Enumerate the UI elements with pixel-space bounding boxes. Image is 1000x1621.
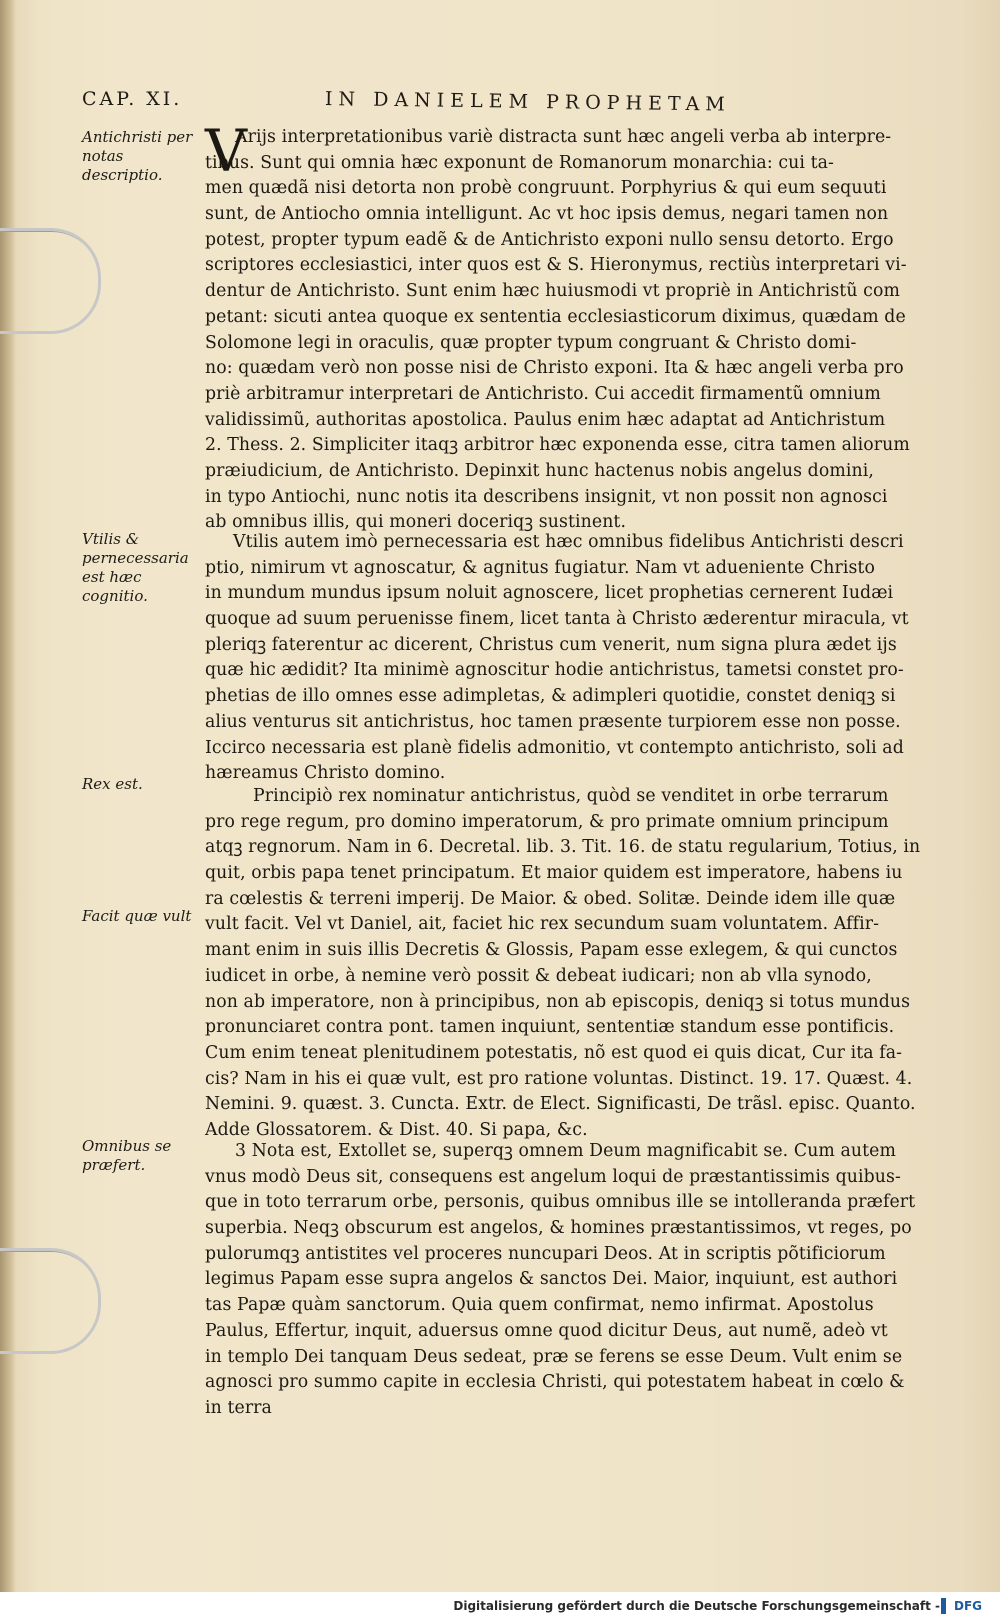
text-line: sunt, de Antiocho omnia intelligunt. Ac vt hoc ipsis demus, negari tamen non	[205, 204, 889, 225]
text-line: quæ hic ædidit? Ita minimè agnoscitur hodie antichristus, tametsi constet pro-	[205, 660, 904, 681]
text-line: agnosci pro summo capite in ecclesia Christi, qui potestatem habeat in cœlo &	[205, 1372, 905, 1393]
text-line: atqꝫ regnorum. Nam in 6. Decretal. lib. 3. Tit. 16. de statu regularium, Totius, in	[205, 837, 921, 858]
text-line: dentur de Antichristo. Sunt enim hæc huiusmodi vt propriè in Antichristũ com	[205, 281, 900, 302]
paragraph	[205, 530, 925, 787]
paragraph	[205, 784, 925, 1144]
text-line: pleriqꝫ faterentur ac dicerent, Christus cum venerit, num signa plura ædet ijs	[205, 634, 897, 655]
text-line: Vtilis autem imò pernecessaria est hæc omnibus fidelibus Antichristi descri	[233, 532, 904, 552]
margin-note: Antichristi per notas descriptio.	[82, 128, 193, 184]
text-line: petant: sicuti antea quoque ex sententia ecclesiasticorum diximus, quædam de	[205, 306, 906, 327]
text-line: in typo Antiochi, nunc notis ita describens insignit, vt non possit non agnosci	[205, 486, 888, 507]
text-line: non ab imperatore, non à principibus, non ab episcopis, deniqꝫ si totus mundus	[205, 991, 911, 1012]
text-line: men quædã nisi detorta non probè congruunt. Porphyrius & qui eum sequuti	[205, 178, 887, 199]
margin-note: Omnibus se præfert.	[82, 1137, 172, 1174]
text-line: scriptores ecclesiastici, inter quos est & S. Hieronymus, rectiùs interpretari vi-	[205, 255, 907, 276]
text-line: in terra	[205, 1397, 272, 1418]
text-line: superbia. Neqꝫ obscurum est angelos, & homines præstantissimos, vt reges, po	[205, 1218, 912, 1239]
text-line: priè arbitramur interpretari de Antichristo. Cui accedit firmamentũ omnium	[205, 383, 881, 404]
digitization-footer	[0, 1592, 1000, 1621]
text-line: hæreamus Christo domino.	[205, 763, 446, 784]
text-line: vnus modò Deus sit, consequens est angelum loqui de præstantissimis quibus-	[205, 1166, 901, 1187]
text-line: in templo Dei tanquam Deus sedeat, præ se ferens se esse Deum. Vult enim se	[205, 1346, 903, 1367]
text-line: mant enim in suis illis Decretis & Glossis, Papam esse exlegem, & qui cunctos	[205, 940, 898, 961]
text-line: Iccirco necessaria est planè fidelis admonitio, vt contempto antichristo, soli ad	[205, 737, 904, 758]
text-line: potest, propter typum eadẽ & de Antichristo exponi nullo sensu detorto. Ergo	[205, 229, 894, 250]
paragraph	[205, 1139, 925, 1422]
text-line: phetias de illo omnes esse adimpletas, & adimpleri quotidie, constet deniqꝫ si	[205, 686, 896, 707]
text-line: tas Papæ quàm sanctorum. Quia quem confirmat, nemo infirmat. Apostolus	[205, 1295, 874, 1316]
text-line: pro rege regum, pro domino imperatorum, & pro primate omnium principum	[205, 811, 889, 832]
margin-note: Vtilis & pernecessaria est hæc cognitio.	[82, 530, 189, 605]
paragraph	[205, 125, 925, 536]
text-line: vult facit. Vel vt Daniel, ait, faciet hic rex secundum suam voluntatem. Affir-	[205, 914, 880, 935]
text-line: tibus. Sunt qui omnia hæc exponunt de Romanorum monarchia: cui ta-	[205, 152, 834, 173]
text-line: Nemini. 9. quæst. 3. Cuncta. Extr. de Elect. Significasti, De trãsl. episc. Quanto.	[205, 1094, 916, 1115]
text-line: ab omnibus illis, qui moneri doceriqꝫ sustinent.	[205, 512, 627, 533]
running-title: IN DANIELEM PROPHETAM	[324, 88, 731, 116]
text-line: pronunciaret contra pont. tamen inquiunt, sententiæ standum esse pontificis.	[205, 1017, 895, 1038]
dfg-logo: DFG	[941, 1598, 990, 1614]
text-line: Paulus, Effertur, inquit, aduersus omne quod dicitur Deus, aut numẽ, adeò vt	[205, 1320, 888, 1341]
footer-credit: Digitalisierung gefördert durch die Deutsche Forschungsgemeinschaft -	[453, 1599, 940, 1613]
text-line: pulorumqꝫ antistites vel proceres nuncupari Deos. At in scriptis põtificiorum	[205, 1243, 886, 1264]
chapter-heading: CAP. XI.	[82, 88, 183, 110]
text-line: ra cœlestis & terreni imperij. De Maior. & obed. Solitæ. Deinde idem ille quæ	[205, 888, 896, 909]
text-line: Principiò rex nominatur antichristus, quòd se venditet in orbe terrarum	[253, 786, 889, 806]
text-line: no: quædam verò non posse nisi de Christo exponi. Ita & hæc angeli verba pro	[205, 358, 904, 379]
text-line: validissimũ, authoritas apostolica. Paulus enim hæc adaptat ad Antichristum	[205, 409, 886, 430]
text-line: Solomone legi in oraculis, quæ propter typum congruant & Christo domi-	[205, 332, 857, 353]
text-line: Adde Glossatorem. & Dist. 40. Si papa, &c.	[205, 1119, 588, 1140]
text-line: cis? Nam in his ei quæ vult, est pro ratione voluntas. Distinct. 19. 17. Quæst. 4.	[205, 1068, 913, 1089]
margin-note: Facit quæ vult	[82, 907, 192, 925]
text-line: alius venturus sit antichristus, hoc tamen præsente turpiorem esse non posse.	[205, 711, 901, 732]
text-line: iudicet in orbe, à nemine verò possit & debeat iudicari; non ab vlla synodo,	[205, 965, 872, 986]
text-line: quoque ad suum peruenisse finem, licet tanta à Christo æderentur miracula, vt	[205, 609, 909, 630]
text-line: 3 Nota est, Extollet se, superqꝫ omnem Deum magnificabit se. Cum autem	[235, 1141, 896, 1161]
text-line: Arijs interpretationibus variè distracta sunt hæc angeli verba ab interpre-	[235, 127, 892, 147]
text-line: quit, orbis papa tenet principatum. Et maior quidem est imperatore, habens iu	[205, 863, 903, 884]
text-line: in mundum mundus ipsum noluit agnoscere, licet prophetias cernerent Iudæi	[205, 583, 894, 604]
margin-note: Rex est.	[82, 775, 143, 793]
text-line: 2. Thess. 2. Simpliciter itaqꝫ arbitror hæc exponenda esse, citra tamen aliorum	[205, 435, 910, 456]
text-line: que in toto terrarum orbe, personis, quibus omnibus ille se intolleranda præfert	[205, 1192, 916, 1213]
text-line: legimus Papam esse supra angelos & sanctos Dei. Maior, inquiunt, est authori	[205, 1269, 898, 1290]
paper-clip-top	[0, 228, 101, 334]
text-line: ptio, nimirum vt agnoscatur, & agnitus fugiatur. Nam vt adueniente Christo	[205, 557, 875, 578]
paper-clip-bottom	[0, 1248, 101, 1354]
text-line: Cum enim teneat plenitudinem potestatis, nõ est quod ei quis dicat, Cur ita fa-	[205, 1042, 903, 1063]
drop-capital: V	[205, 117, 247, 185]
text-line: præiudicium, de Antichristo. Depinxit hunc hactenus nobis angelus domini,	[205, 460, 874, 481]
